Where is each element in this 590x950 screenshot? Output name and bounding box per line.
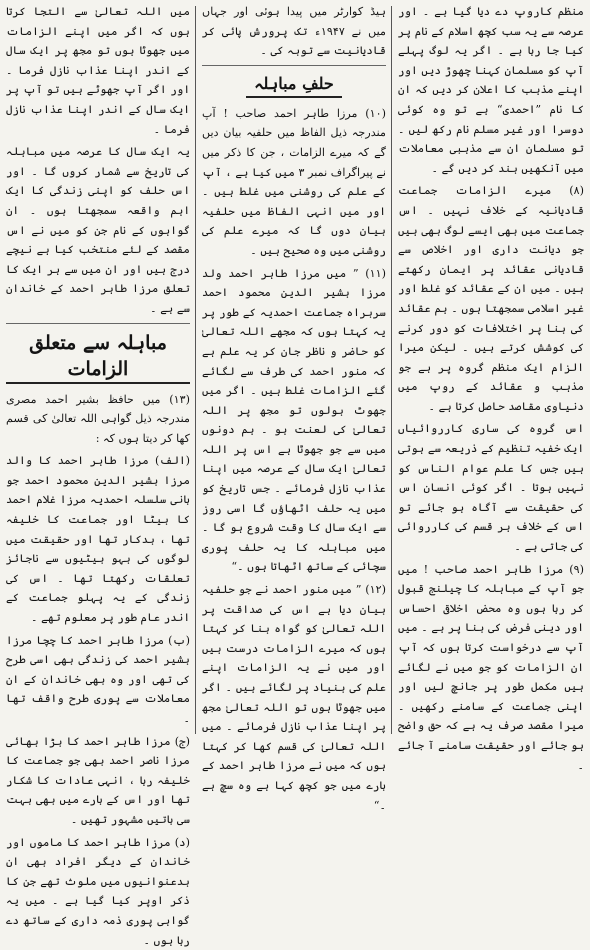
column-left <box>6 2 190 947</box>
paragraph: (۹) مرزا طاہر احمد صاحب ! میں جو آپ کے مباہلہ کا چیلنج قبول کر رہا ہوں وہ محض اخلاقی احساس اور دینی فرض کی بنا پر ہے ۔ میں آپ سے درخواست کرتا ہوں کہ آپ ان الزامات کو جو میں نے لگائے ہیں مکمل طور پر جانچ لیں اور اپنی جماعت کے سامنے رکھیں ۔ میرا مقصد صرف یہ ہے کہ حق واضح ہو جائے اور حقیقت سامنے آ جائے ۔ <box>398 562 584 772</box>
heading-text: حلفِ مباہلہ <box>246 72 342 98</box>
column-divider <box>195 6 196 734</box>
paragraph: (الف) مرزا طاہر احمد کا والد مرزا بشیر الدین محمود احمد جو بانی سلسلہ احمدیہ مرزا غلام احمد کا بیٹا اور جماعت کا خلیفہ تھا ، بدکار تھا اور حقیقت میں لوگوں کی بہو بیٹیوں سے ناجائز تعلقات رکھتا تھا ۔ اس کی زندگی کے یہ پہلو جماعت کے اندر عام طور پر معلوم تھے ۔ <box>6 454 190 625</box>
column-right <box>398 2 584 772</box>
paragraph: ہیڈ کوارٹر میں پیدا ہوئی اور جہاں میں نے ۱۹۴۷ء تک پرورش پائی کر قادیانیت سے توبہ کی ۔ <box>202 5 386 58</box>
column-divider <box>391 6 392 734</box>
section-divider <box>202 65 386 66</box>
paragraph: (۱۳) میں حافظ بشیر احمد مصری مندرجہ ذیل گواہی اللہ تعالیٰ کی قسم کھا کر دیتا ہوں کہ : <box>6 392 190 445</box>
paragraph: اس گروہ کی ساری کارروائیاں ایک خفیہ تنظیم کے ذریعہ سے ہوتی ہیں جس کا علم عوام الناس کو نہیں ہوتا ۔ اگر کوئی انسان اس کی حقیقت سے آگاہ ہو جائے تو اس کے خلاف ہر قسم کی کارروائی کی جاتی ہے ۔ <box>398 422 584 554</box>
section-divider <box>6 323 190 324</box>
paragraph: (۱۲) ” میں منور احمد نے جو حلفیہ بیان دیا ہے اس کی صداقت پر اللہ تعالیٰ کو گواہ بنا کر کہتا ہوں کہ میرے الزامات درست ہیں اور میں نے یہ الزامات اپنے علم کی بنیاد پر لگائے ہیں ۔ اگر میں جھوٹا ہوں تو اللہ تعالیٰ مجھ پر اپنا عذاب نازل فرمائے ۔ میں اللہ تعالیٰ کی قسم کھا کر کہتا ہوں کہ میں نے مرزا طاہر احمد کے بارے میں جو کچھ کہا ہے وہ سچ ہے ۔“ <box>202 583 386 812</box>
paragraph: (۱۱) ” میں مرزا طاہر احمد ولد مرزا بشیر الدین محمود احمد سربراہ جماعت احمدیہ کے طور پر یہ کہتا ہوں کہ مجھے اللہ تعالیٰ کو حاضر و ناظر جان کر یہ علم ہے کہ منور احمد کی طرف سے لگائے گئے الزامات غلط ہیں ۔ اگر میں جھوٹ بولوں تو مجھ پر اللہ تعالیٰ کی لعنت ہو ۔ ہم دونوں میں سے جو جھوٹا ہے اس پر اللہ تعالیٰ ایک سال کے عرصہ میں اپنا عذاب نازل فرمائے ۔ جس تاریخ کو میں یہ حلف اٹھاؤں گا اسی روز سے ایک سال کا وقت شروع ہو گا ۔ میں مباہلہ کا یہ حلف پوری سچائی کے ساتھ اٹھاتا ہوں ۔“ <box>202 266 386 574</box>
paragraph: (د) مرزا طاہر احمد کا ماموں اور خاندان کے دیگر افراد بھی ان بدعنوانیوں میں ملوث تھے جن کا ذکر اوپر کیا گیا ہے ۔ میں یہ گواہی پوری ذمہ داری کے ساتھ دے رہا ہوں ۔ <box>6 835 190 947</box>
paragraph: (ج) مرزا طاہر احمد کا بڑا بھائی مرزا ناصر احمد بھی جو جماعت کا خلیفہ رہا ، انہی عادات کا شکار تھا اور اس کے بارے میں بھی بہت سی باتیں مشہور تھیں ۔ <box>6 734 190 826</box>
paragraph: (۱۰) مرزا طاہر احمد صاحب ! آپ مندرجہ ذیل الفاظ میں حلفیہ بیان دیں گے کہ میرے الزامات ، جن کا ذکر میں نے پیراگراف نمبر ۳ میں کیا ہے ، آپ کے علم کی روشنی میں غلط ہیں ۔ اور میں انہی الفاظ میں حلفیہ بیان دوں گا کہ میرے علم کی روشنی میں وہ صحیح ہیں ۔ <box>202 106 386 257</box>
paragraph: میں اللہ تعالیٰ سے التجا کرتا ہوں کہ اگر میں اپنے الزامات میں جھوٹا ہوں تو مجھ پر ایک سال کے اندر اپنا عذاب نازل فرما ۔ اور اگر آپ جھوٹے ہیں تو آپ پر ایک سال کے اندر اپنا عذاب نازل فرما ۔ <box>6 5 190 136</box>
column-middle <box>202 2 386 812</box>
newspaper-page <box>6 2 584 947</box>
paragraph: منظم کاروپ دے دیا گیا ہے ۔ اور عرصہ سے یہ سب کچھ اسلام کے نام پر کیا جا رہا ہے ۔ اگر یہ لوگ پہلے آپ کو مسلمان کہنا چھوڑ دیں اور اپنے مذہب کا اعلان کر دیں کہ ان کا نام ”احمدی“ ہے تو وہ کوئی دوسرا اور غیر مسلم نام رکھ لیں ۔ تو مسلمان ان سے مذہبی معاملات میں آنکھیں بند کر دیں گے ۔ <box>398 5 584 175</box>
heading-text: مباہلہ سے متعلق الزامات <box>6 330 190 384</box>
paragraph: یہ ایک سال کا عرصہ میں مباہلہ کی تاریخ سے شمار کروں گا ۔ اور اس حلف کو اپنی زندگی کا ایک اہم واقعہ سمجھتا ہوں ۔ ان گواہوں کے نام جن کو میں نے اس مقصد کے لئے منتخب کیا ہے نیچے درج ہیں اور ان میں سے ہر ایک کا تعلق مرزا طاہر احمد کے خاندان سے ہے ۔ <box>6 145 190 315</box>
section-heading-allegations <box>6 330 190 384</box>
paragraph: (۸) میرے الزامات جماعت قادیانیہ کے خلاف نہیں ۔ اس جماعت میں بھی ایسے لوگ بھی ہیں جو دیانت داری اور اخلاص سے قادیانی عقائد پر ایمان رکھتے ہیں ۔ میں ان کے عقائد کو غلط اور غیر اسلامی سمجھتا ہوں ۔ ہم عقائد کی بنا پر اختلافات کو دور کرنے کی کوشش کرتے ہیں ۔ لیکن میرا الزام ایک منظم گروہ پر ہے جو مذہب و عقائد کے روپ میں دنیاوی مقاصد حاصل کرتا ہے ۔ <box>398 184 584 413</box>
section-heading-oath <box>202 72 386 98</box>
paragraph: (ب) مرزا طاہر احمد کا چچا مرزا بشیر احمد کی زندگی بھی اسی طرح کی تھی اور وہ بھی خاندان کے ان معاملات سے پوری طرح واقف تھا ۔ <box>6 633 190 725</box>
